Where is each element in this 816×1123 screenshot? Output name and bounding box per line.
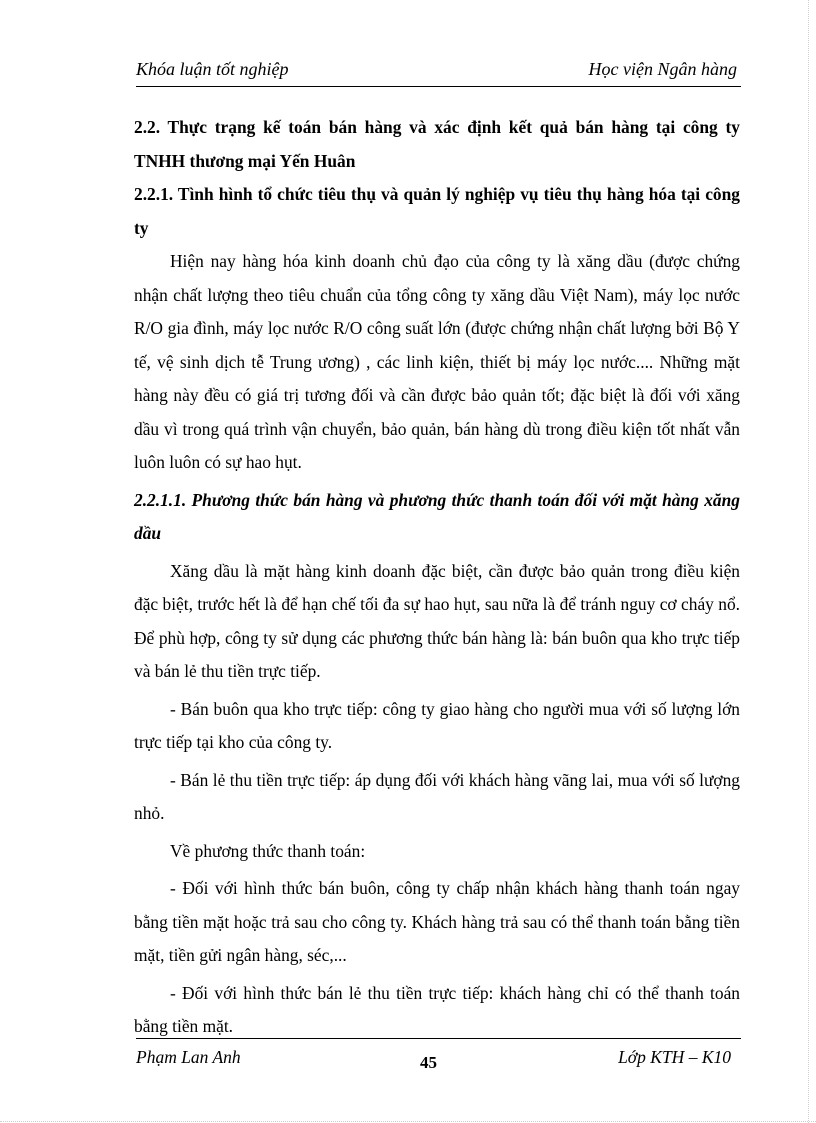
- footer-class: Lớp KTH – K10: [618, 1047, 731, 1067]
- page-number: 45: [420, 1053, 437, 1072]
- bullet-retail: - Bán lẻ thu tiền trực tiếp: áp dụng đối với khách hàng vãng lai, mua với số lượng nhỏ.: [134, 769, 740, 823]
- bullet-payment-wholesale: - Đối với hình thức bán buôn, công ty chấp nhận khách hàng thanh toán ngay bằng tiền mặt hoặc trả sau cho công ty. Khách hàng trả sau có thể thanh toán bằng tiền mặt, tiền gửi ngân hàng, séc,...: [134, 878, 740, 965]
- page-border-bottom: [0, 1121, 816, 1122]
- subsubsection-heading: 2.2.1.1. Phương thức bán hàng và phương thức thanh toán đối với mặt hàng xăng dầu: [134, 489, 740, 543]
- header-institution: Học viện Ngân hàng: [588, 59, 737, 79]
- bullet-payment-retail: - Đối với hình thức bán lẻ thu tiền trực tiếp: khách hàng chỉ có thể thanh toán bằng tiền mặt.: [134, 982, 740, 1036]
- bullet-wholesale: - Bán buôn qua kho trực tiếp: công ty giao hàng cho người mua với số lượng lớn trực tiếp tại kho của công ty.: [134, 698, 740, 752]
- page-body: [134, 111, 740, 1044]
- payment-intro: Về phương thức thanh toán:: [170, 840, 366, 861]
- paragraph-intro: Hiện nay hàng hóa kinh doanh chủ đạo của công ty là xăng dầu (được chứng nhận chất lượng theo tiêu chuẩn của tổng công ty xăng dầu Việt Nam), máy lọc nước R/O gia đình, máy lọc nước R/O công suất lớn (được chứng nhận chất lượng bởi Bộ Y tế, vệ sinh dịch tễ Trung ương) , các linh kiện, thiết bị máy lọc nước.... Những mặt hàng này đều có giá trị tương đối và cần được bảo quản tốt; đặc biệt là đối với xăng dầu vì trong quá trình vận chuyển, bảo quản, bán hàng dù trong điều kiện tốt nhất vẫn luôn luôn có sự hao hụt.: [134, 251, 740, 472]
- paragraph-fuel: Xăng dầu là mặt hàng kinh doanh đặc biệt, cần được bảo quản trong điều kiện đặc biệt, trước hết là để hạn chế tối đa sự hao hụt, sau nữa là để tránh nguy cơ cháy nổ. Để phù hợp, công ty sử dụng các phương thức bán hàng là: bán buôn qua kho trực tiếp và bán lẻ thu tiền trực tiếp.: [134, 560, 740, 681]
- footer-author: Phạm Lan Anh: [136, 1047, 241, 1067]
- header-thesis-title: Khóa luận tốt nghiệp: [136, 59, 289, 79]
- section-heading: 2.2. Thực trạng kế toán bán hàng và xác định kết quả bán hàng tại công ty TNHH thương mại Yến Huân: [134, 117, 740, 171]
- subsection-heading: 2.2.1. Tình hình tổ chức tiêu thụ và quản lý nghiệp vụ tiêu thụ hàng hóa tại công ty: [134, 184, 740, 238]
- page-footer: [136, 1038, 741, 1079]
- page-border-right: [808, 0, 809, 1123]
- page-header: [136, 56, 741, 87]
